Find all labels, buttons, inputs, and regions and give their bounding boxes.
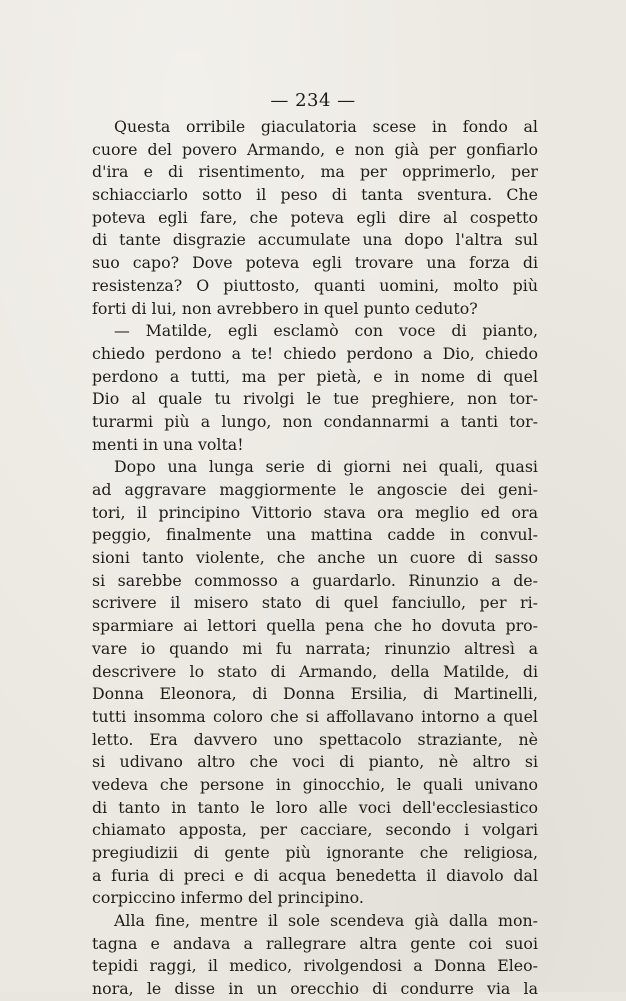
text-line: vedeva che persone in ginocchio, le quali univano	[92, 774, 538, 794]
text-line: si sarebbe commosso a guardarlo. Rinunzio a de-	[92, 570, 538, 590]
text-line: di tante disgrazie accumulate una dopo l'altra sul	[92, 230, 538, 250]
text-line: di tanto in tanto le loro alle voci dell'ecclesiastico	[92, 797, 538, 817]
text-line: Alla fine, mentre il sole scendeva già dalla mon-	[114, 911, 538, 931]
text-line: scrivere il misero stato di quel fanciullo, per ri-	[92, 593, 538, 613]
text-line: — Matilde, egli esclamò con voce di pianto,	[114, 321, 538, 341]
text-line: sioni tanto violente, che anche un cuore di sasso	[92, 548, 538, 568]
text-line: ad aggravare maggiormente le angoscie dei geni-	[92, 480, 538, 499]
text-line: a furia di preci e di acqua benedetta il diavolo dal	[92, 865, 538, 885]
text-line: schiacciarlo sotto il peso di tanta sventura. Che	[92, 185, 538, 205]
text-line: chiedo perdono a te! chiedo perdono a Dio, chiedo	[92, 343, 538, 363]
text-line: corpiccino infermo del principino.	[92, 888, 364, 908]
text-line: letto. Era davvero uno spettacolo straziante, nè	[92, 729, 538, 749]
text-line: tutti insomma coloro che si affollavano intorno a quel	[92, 706, 538, 726]
text-line: tagna e andava a rallegrare altra gente coi suoi	[92, 933, 538, 953]
text-line: forti di lui, non avrebbero in quel punto ceduto?	[92, 298, 478, 318]
text-line: resistenza? O piuttosto, quanti uomini, molto più	[92, 275, 538, 295]
text-line: turarmi più a lungo, non condannarmi a tanti tor-	[92, 411, 538, 431]
text-line: d'ira e di risentimento, ma per opprimerlo, per	[92, 162, 538, 182]
text-line: sparmiare ai lettori quella pena che ho dovuta pro-	[92, 616, 538, 636]
text-line: nora, le disse in un orecchio di condurre via la	[92, 979, 538, 999]
text-line: suo capo? Dove poteva egli trovare una forza di	[92, 253, 538, 273]
text-line: tepidi raggi, il medico, rivolgendosi a Donna Eleo-	[92, 956, 538, 976]
page-number: — 234 —	[270, 90, 356, 111]
text-line: chiamato apposta, per cacciare, secondo i volgari	[92, 820, 538, 840]
text-line: Dio al quale tu rivolgi le tue preghiere, non tor-	[92, 389, 538, 409]
text-line: si udivano altro che voci di pianto, nè altro si	[92, 752, 538, 772]
text-line: poteva egli fare, che poteva egli dire al cospetto	[92, 207, 538, 227]
body-text	[92, 116, 538, 1001]
text-line: perdono a tutti, ma per pietà, e in nome di quel	[92, 366, 538, 386]
text-line: menti in una volta!	[92, 434, 244, 454]
text-line: pregiudizii di gente più ignorante che religiosa,	[92, 843, 538, 862]
text-line: Dopo una lunga serie di giorni nei quali, quasi	[114, 457, 538, 477]
text-line: descrivere lo stato di Armando, della Matilde, di	[92, 661, 538, 681]
text-line: tori, il principino Vittorio stava ora meglio ed ora	[92, 502, 538, 522]
text-line: cuore del povero Armando, e non già per gonfiarlo	[92, 139, 538, 159]
text-line: Questa orribile giaculatoria scese in fondo al	[114, 117, 538, 136]
text-line: vare io quando mi fu narrata; rinunzio altresì a	[92, 638, 538, 658]
text-line: Donna Eleonora, di Donna Ersilia, di Martinelli,	[92, 684, 538, 704]
text-line: peggio, finalmente una mattina cadde in convul-	[92, 525, 538, 545]
